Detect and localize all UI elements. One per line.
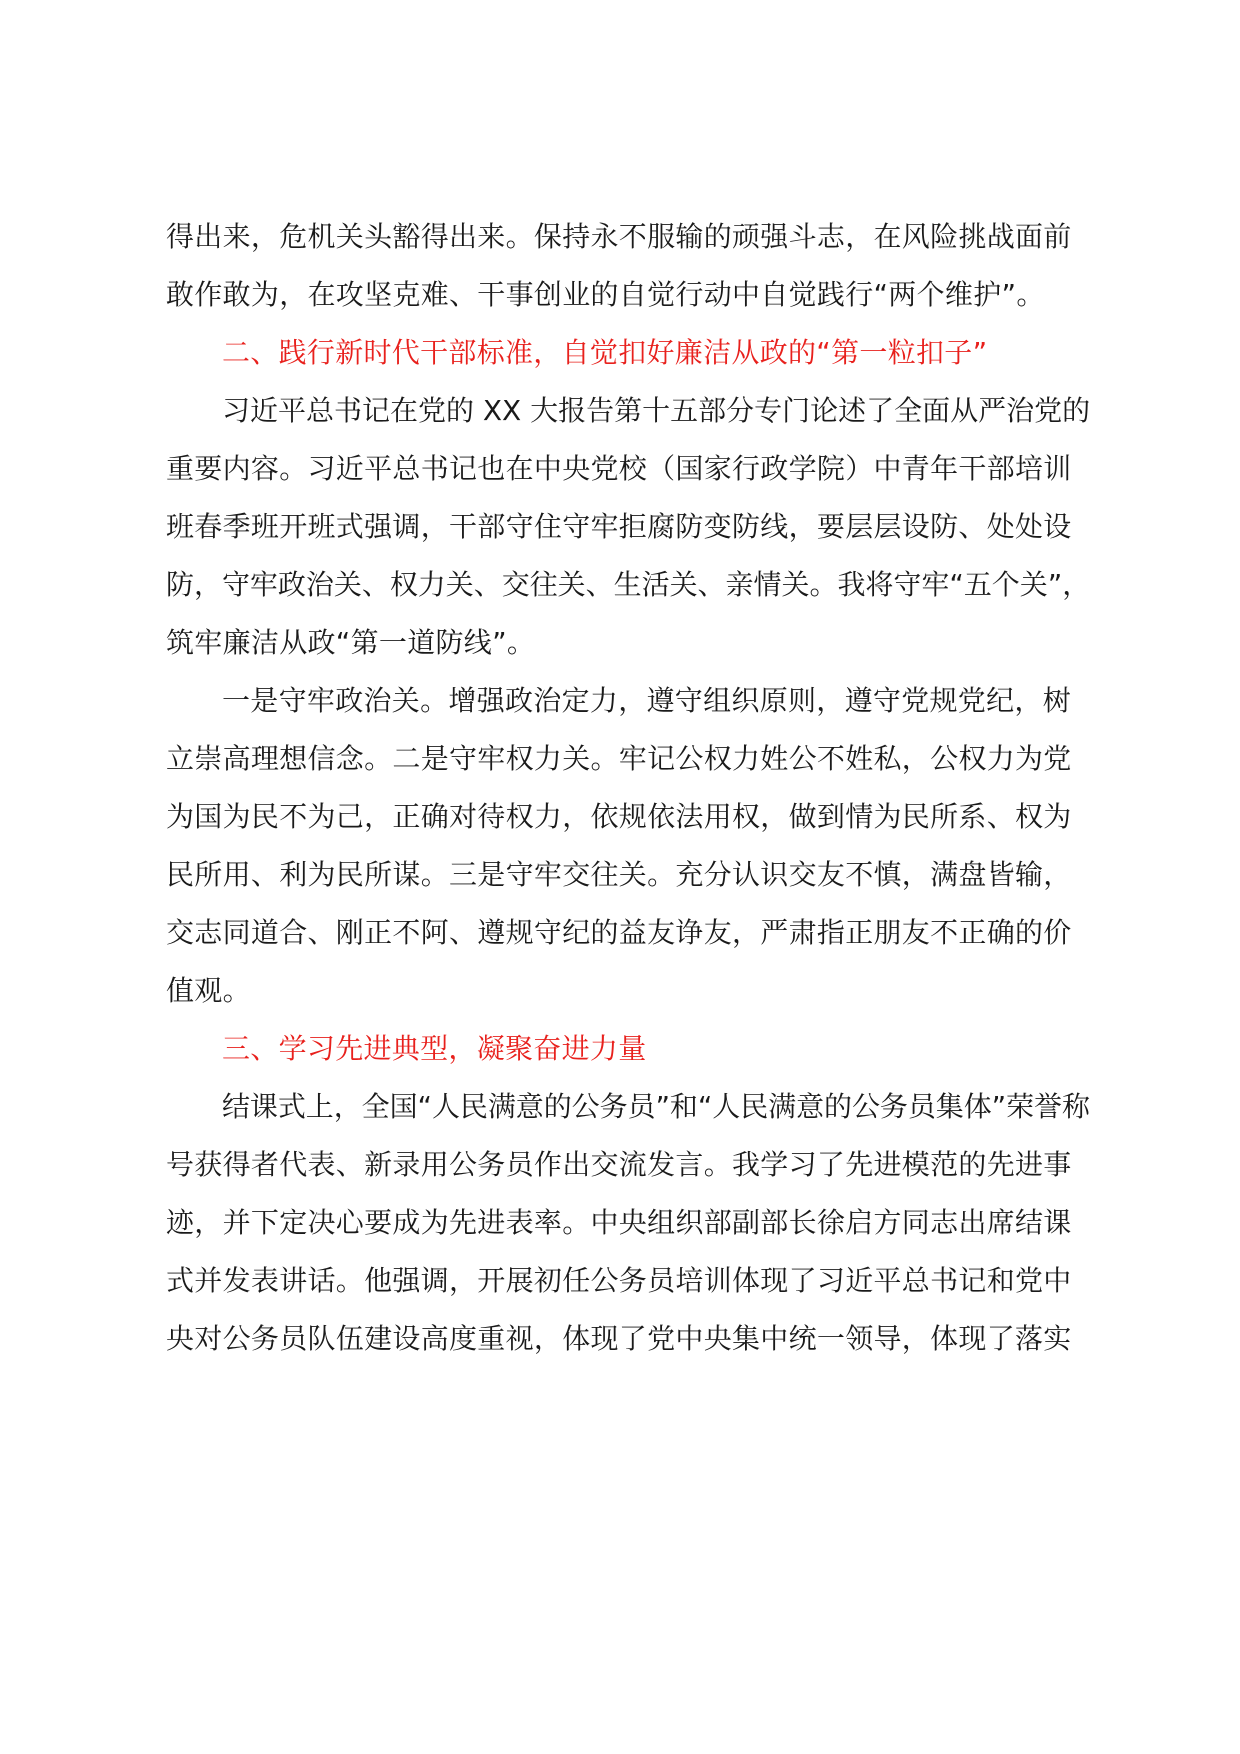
body-text-line: 交志同道合、刚正不阿、遵规守纪的益友诤友，严肃指正朋友不正确的价: [166, 916, 1072, 949]
body-text-line: 民所用、利为民所谋。三是守牢交往关。充分认识交友不慎，满盘皆输，: [166, 858, 1072, 891]
body-text-line: 为国为民不为己，正确对待权力，依规依法用权，做到情为民所系、权为: [166, 800, 1072, 833]
body-text-line: 迹，并下定决心要成为先进表率。中央组织部副部长徐启方同志出席结课: [166, 1206, 1072, 1239]
section-heading-3: 三、学习先进典型，凝聚奋进力量: [222, 1032, 647, 1065]
body-text-line: 筑牢廉洁从政“第一道防线”。: [166, 626, 536, 659]
body-text-line: 式并发表讲话。他强调，开展初任公务员培训体现了习近平总书记和党中: [166, 1264, 1072, 1297]
body-text-line: 习近平总书记在党的 XX 大报告第十五部分专门论述了全面从严治党的: [222, 394, 1091, 427]
body-text-line: 班春季班开班式强调，干部守住守牢拒腐防变防线，要层层设防、处处设: [166, 510, 1072, 543]
body-text-line: 防，守牢政治关、权力关、交往关、生活关、亲情关。我将守牢“五个关”，: [166, 568, 1091, 601]
body-text-line: 得出来，危机关头豁得出来。保持永不服输的顽强斗志，在风险挑战面前: [166, 220, 1072, 253]
section-heading-2: 二、践行新时代干部标准，自觉扣好廉洁从政的“第一粒扣子”: [222, 336, 988, 369]
body-text-line: 敢作敢为，在攻坚克难、干事创业的自觉行动中自觉践行“两个维护”。: [166, 278, 1045, 311]
body-text-line: 一是守牢政治关。增强政治定力，遵守组织原则，遵守党规党纪，树: [222, 684, 1072, 717]
body-text-line: 号获得者代表、新录用公务员作出交流发言。我学习了先进模范的先进事: [166, 1148, 1072, 1181]
body-text-line: 结课式上，全国“人民满意的公务员”和“人民满意的公务员集体”荣誉称: [222, 1090, 1090, 1123]
body-text-line: 值观。: [166, 974, 251, 1007]
body-text-line: 央对公务员队伍建设高度重视，体现了党中央集中统一领导，体现了落实: [166, 1322, 1072, 1355]
body-text-line: 立崇高理想信念。二是守牢权力关。牢记公权力姓公不姓私，公权力为党: [166, 742, 1072, 775]
body-text-line: 重要内容。习近平总书记也在中央党校（国家行政学院）中青年干部培训: [166, 452, 1072, 485]
